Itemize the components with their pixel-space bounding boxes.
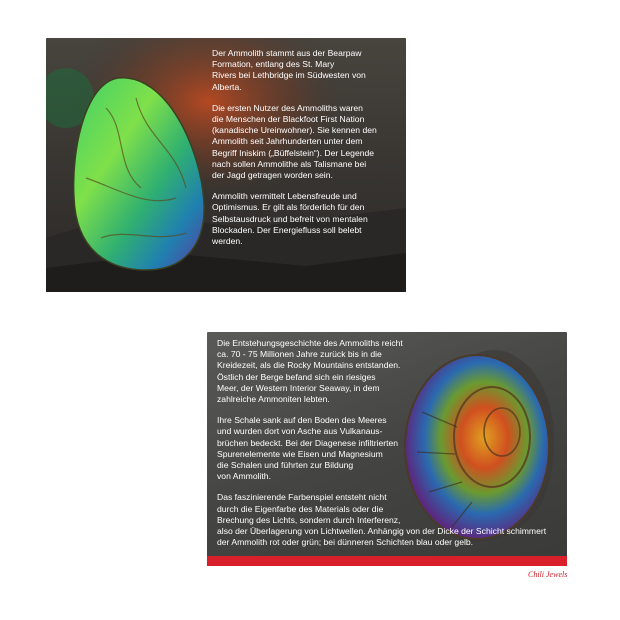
paragraph-properties: Ammolith vermittelt Lebensfreude und Optimismus. Er gilt als förderlich für den Selbstausdruck und befreit von mentalen Blockaden. Der Energiefluss soll belebt werden. [212, 191, 368, 247]
paragraph-history: Die Entstehungsgeschichte des Ammoliths reicht ca. 70 - 75 Millionen Jahre zurück bis in die Kreidezeit, als die Rocky Mountains entstanden. Östlich der Berge befand sich ein riesiges Meer, der Western Interior Seaway, in dem zahlreiche Ammoniten lebten. [217, 338, 403, 405]
paragraph-color-play: Das faszinierende Farbenspiel entsteht nicht durch die Eigenfarbe des Materials oder die Brechung des Lichts, sondern durch Interferenz, also der Überlagerung von Lichtwellen. Anhängig von der Dicke der Schicht schimmert der Ammolith rot oder grün; bei dünneren Schichten blau oder gelb. [217, 492, 547, 548]
chili-jewels-logo: Chili Jewels [528, 570, 568, 579]
ammolite-info-card-bottom [207, 332, 567, 564]
paragraph-origin: Der Ammolith stammt aus der Bearpaw Formation, entlang des St. Mary Rivers bei Lethbridge im Südwesten von Alberta. [212, 48, 366, 92]
red-accent-bar [207, 556, 567, 566]
ammolite-info-card-top [46, 38, 406, 292]
top-card-text [212, 48, 398, 257]
bottom-card-text [217, 338, 567, 558]
paragraph-blackfoot: Die ersten Nutzer des Ammoliths waren die Menschen der Blackfoot First Nation (kanadische Ureinwohner). Sie kennen den Ammolith seit Jahrhunderten unter dem Begriff Iniskim („Büffelstein“). Der Legende nach sollen Ammolithe als Talismane bei der Jagd getragen worden sein. [212, 102, 377, 181]
paragraph-formation: Ihre Schale sank auf den Boden des Meeres und wurden dort von Asche aus Vulkanaus- brüchen bedeckt. Bei der Diagenese infiltrierten Spurenelemente wie Eisen und Magnesium die Schalen und führten zur Bildung von Ammolith. [217, 415, 399, 482]
